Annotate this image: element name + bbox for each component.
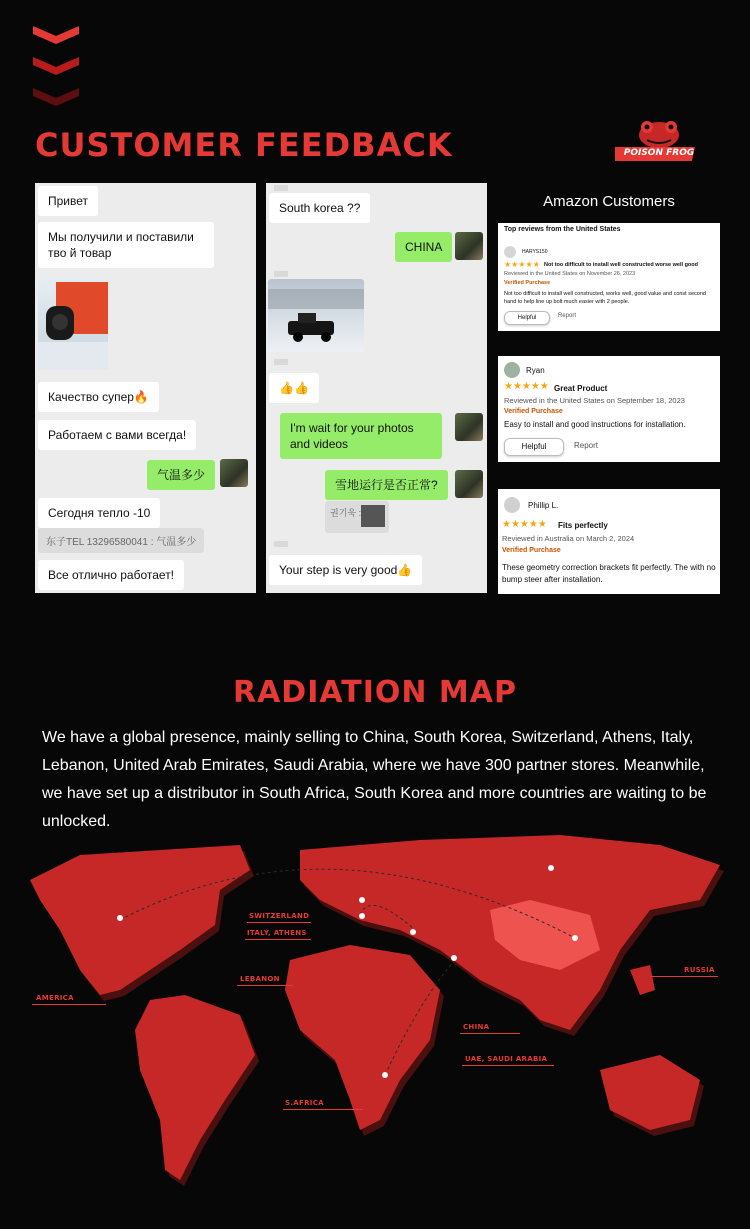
review-meta: Reviewed in Australia on March 2, 2024 <box>502 534 635 543</box>
star-rating: ★★★★★ <box>502 519 547 530</box>
chat-message: Все отлично работает! <box>38 560 184 590</box>
chat-message: Сегодня тепло -10 <box>38 498 160 528</box>
chat-message-own: 雪地运行是否正常? <box>325 470 448 500</box>
chat-screenshot-korea <box>266 183 487 593</box>
timestamp-placeholder <box>274 541 288 547</box>
label-underline <box>32 1004 106 1005</box>
helpful-button[interactable]: Helpful <box>504 311 550 325</box>
label-underline <box>460 1033 520 1034</box>
quote-thumbnail <box>361 505 385 527</box>
review-body: These geometry correction brackets fit perfectly. The with no bump steer after installation. <box>502 563 716 584</box>
quoted-message: 东子TEL 13296580041 : 气温多少 <box>38 528 204 553</box>
chat-message: South korea ?? <box>269 193 370 223</box>
verified-purchase: Verified Purchase <box>504 280 551 286</box>
radiation-map-title: RADIATION MAP <box>232 675 517 710</box>
avatar <box>455 470 483 498</box>
report-link[interactable]: Report <box>558 313 577 319</box>
map-label-switzerland: SWITZERLAND <box>249 912 310 920</box>
verified-purchase: Verified Purchase <box>504 408 563 415</box>
map-label-lebanon: LEBANON <box>240 975 280 983</box>
world-map <box>0 820 750 1229</box>
chevron-down-icon <box>33 26 79 44</box>
map-label-russia: RUSSIA <box>684 966 715 974</box>
review-username: Phillip L. <box>528 501 559 510</box>
label-underline <box>237 985 293 986</box>
chat-message: Привет <box>38 186 98 216</box>
jeep-image <box>38 276 108 370</box>
avatar <box>455 232 483 260</box>
label-underline <box>650 976 718 977</box>
verified-purchase: Verified Purchase <box>502 547 561 554</box>
chat-message: Мы получили и поставили тво й товар <box>38 222 214 268</box>
review-card <box>498 223 720 331</box>
avatar <box>504 246 516 258</box>
avatar <box>504 362 520 378</box>
map-label-south-africa: S.AFRICA <box>285 1099 324 1107</box>
review-body: Easy to install and good instructions for installation. <box>504 420 686 429</box>
label-underline <box>283 1109 363 1110</box>
label-underline <box>247 922 311 923</box>
radiation-map-description: We have a global presence, mainly selling to China, South Korea, Switzerland, Athens, Italy, Lebanon, United Arab Emirates, Saudi Arabia, where we have 300 partner stores. Meanwhile, we have set up a distributor in South Africa, South Korea and more countries are waiting to be unlocked. <box>42 729 707 830</box>
map-label-uae-saudi: UAE, SAUDI ARABIA <box>465 1055 548 1063</box>
chevron-down-icon <box>33 88 79 106</box>
review-username: Ryan <box>526 366 545 375</box>
chat-message: Your step is very good👍 <box>269 555 422 585</box>
chat-message-own: 气温多少 <box>147 460 215 490</box>
photo-red-jeep <box>38 276 108 370</box>
review-card <box>498 356 720 462</box>
timestamp-placeholder <box>274 271 288 277</box>
label-underline <box>462 1065 554 1066</box>
review-headline: Great Product <box>554 384 608 393</box>
timestamp-placeholder <box>274 185 288 191</box>
chat-message: Качество супер🔥 <box>38 382 159 412</box>
helpful-button[interactable]: Helpful <box>504 438 564 456</box>
chevron-down-icon <box>33 57 79 75</box>
quote-author: 권기욱 : <box>330 508 362 518</box>
chat-screenshot-russia <box>35 183 256 593</box>
avatar <box>504 497 520 513</box>
review-username: HARYS150 <box>522 249 548 255</box>
chat-message: 👍👍 <box>269 373 319 403</box>
review-heading: Top reviews from the United States <box>504 226 621 233</box>
review-meta: Reviewed in the United States on November 26, 2023 <box>504 271 636 277</box>
truck-image <box>268 279 364 352</box>
avatar <box>455 413 483 441</box>
poison-frog-logo <box>615 118 703 164</box>
chat-message: Работаем с вами всегда! <box>38 420 196 450</box>
chat-message-own: CHINA <box>395 232 452 262</box>
quoted-message <box>325 501 389 533</box>
photo-truck-snow <box>268 279 364 352</box>
label-underline <box>245 939 311 940</box>
customer-feedback-title: CUSTOMER FEEDBACK <box>35 126 453 164</box>
review-headline: Not too difficult to install well constructed worse well good <box>544 262 699 268</box>
review-card <box>498 489 720 594</box>
map-label-china: CHINA <box>463 1023 490 1031</box>
review-meta: Reviewed in the United States on September 18, 2023 <box>504 396 685 405</box>
avatar <box>220 459 248 487</box>
chat-message-own: I'm wait for your photos and videos <box>280 413 442 459</box>
map-label-america: AMERICA <box>36 994 74 1002</box>
review-headline: Fits perfectly <box>558 521 608 530</box>
star-rating: ★★★★★ <box>504 260 540 269</box>
report-link[interactable]: Report <box>574 441 599 450</box>
brand-name: POISON FROG <box>623 148 695 158</box>
amazon-section-title: Amazon Customers <box>543 193 675 210</box>
star-rating: ★★★★★ <box>504 381 549 392</box>
timestamp-placeholder <box>274 359 288 365</box>
review-body: Not too difficult to install well constructed, works well, good value and const second hand to help line up bolt much easier with 2 people. <box>504 291 706 305</box>
map-label-italy-athens: ITALY, ATHENS <box>247 929 307 937</box>
